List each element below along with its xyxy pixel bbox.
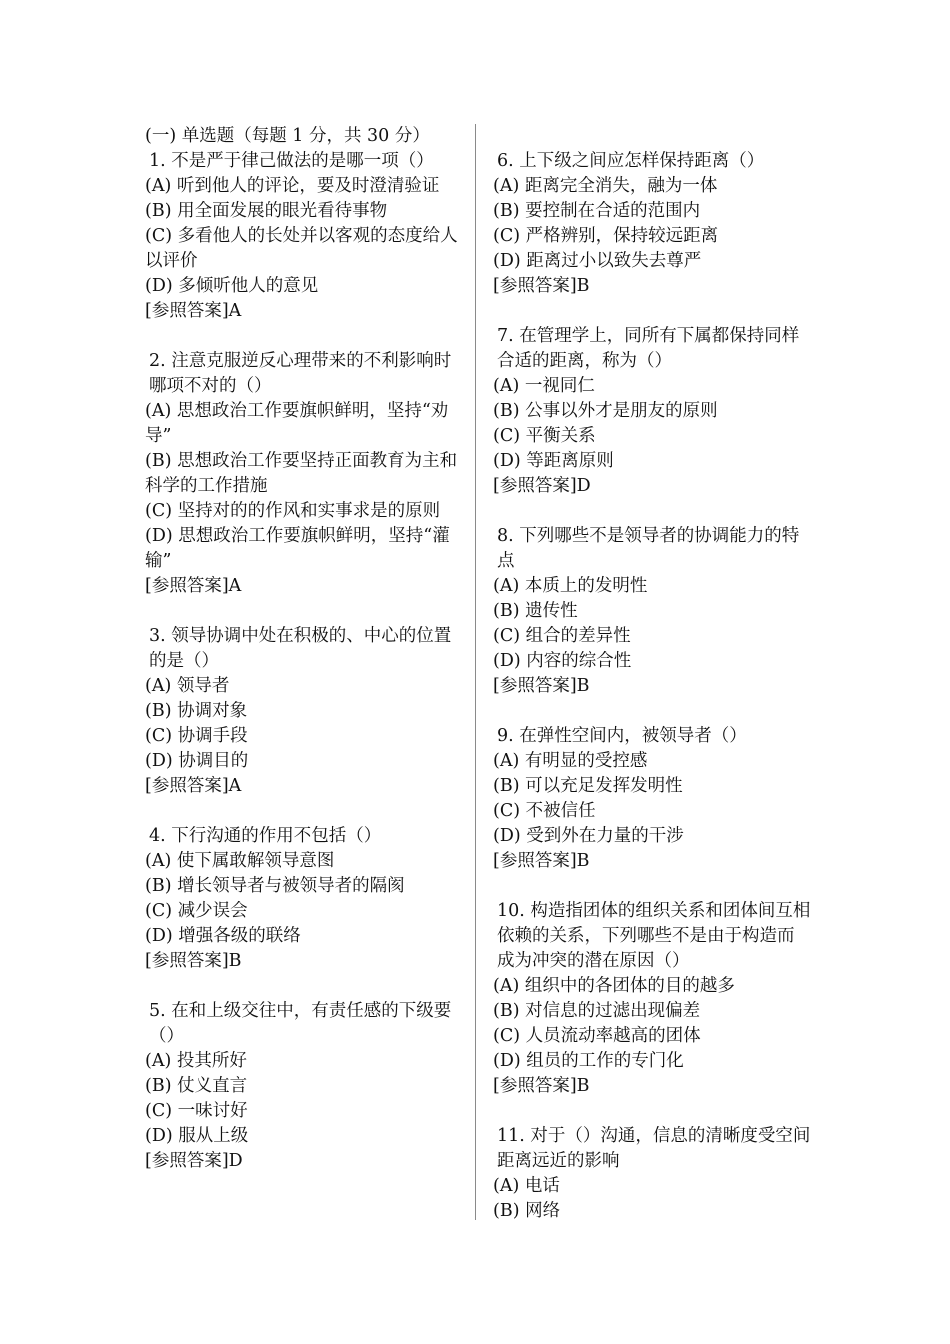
- option-b: (B) 协调对象: [145, 701, 248, 721]
- section-title: (一) 单选题（每题 1 分，共 30 分）: [145, 126, 430, 146]
- option-c: (C) 多看他人的长处并以客观的态度给人以评价: [145, 226, 458, 271]
- option-a: (A) 距离完全消失，融为一体: [493, 176, 718, 196]
- option-d: (D) 组员的工作的专门化: [493, 1051, 684, 1071]
- question-6: [493, 149, 811, 299]
- question-4: [145, 824, 463, 974]
- option-a: (A) 听到他人的评论，要及时澄清验证: [145, 176, 440, 196]
- question-3: [145, 624, 463, 799]
- reference-answer: [参照答案]A: [145, 301, 242, 321]
- question-9: [493, 724, 811, 874]
- question-text: 5. 在和上级交往中，有责任感的下级要（）: [149, 1001, 452, 1046]
- option-c: (C) 人员流动率越高的团体: [493, 1026, 701, 1046]
- option-c: (C) 平衡关系: [493, 426, 596, 446]
- question-10: [493, 899, 811, 1099]
- option-a: (A) 思想政治工作要旗帜鲜明，坚持“劝导”: [145, 401, 449, 446]
- question-text: 7. 在管理学上，同所有下属都保持同样合适的距离，称为（）: [497, 326, 800, 371]
- reference-answer: [参照答案]B: [493, 851, 590, 871]
- option-a: (A) 有明显的受控感: [493, 751, 648, 771]
- question-5: [145, 999, 463, 1174]
- option-a: (A) 使下属敢解领导意图: [145, 851, 335, 871]
- question-7: [493, 324, 811, 499]
- option-b: (B) 可以充足发挥发明性: [493, 776, 683, 796]
- reference-answer: [参照答案]B: [145, 951, 242, 971]
- option-c: (C) 严格辨别，保持较远距离: [493, 226, 719, 246]
- reference-answer: [参照答案]A: [145, 576, 242, 596]
- option-b: (B) 公事以外才是朋友的原则: [493, 401, 718, 421]
- option-d: (D) 受到外在力量的干涉: [493, 826, 684, 846]
- option-a: (A) 投其所好: [145, 1051, 247, 1071]
- option-c: (C) 不被信任: [493, 801, 596, 821]
- option-d: (D) 思想政治工作要旗帜鲜明，坚持“灌输”: [145, 526, 450, 571]
- reference-answer: [参照答案]B: [493, 1076, 590, 1096]
- option-b: (B) 要控制在合适的范围内: [493, 201, 701, 221]
- question-2: [145, 349, 463, 599]
- option-b: (B) 对信息的过滤出现偏差: [493, 1001, 701, 1021]
- option-d: (D) 等距离原则: [493, 451, 614, 471]
- option-a: (A) 本质上的发明性: [493, 576, 648, 596]
- question-text: 9. 在弹性空间内，被领导者（）: [497, 726, 747, 746]
- question-text: 2. 注意克服逆反心理带来的不利影响时哪项不对的（）: [149, 351, 452, 396]
- left-column: [145, 124, 463, 1174]
- reference-answer: [参照答案]D: [145, 1151, 243, 1171]
- reference-answer: [参照答案]B: [493, 676, 590, 696]
- option-c: (C) 坚持对的的作风和实事求是的原则: [145, 501, 441, 521]
- question-text: 6. 上下级之间应怎样保持距离（）: [497, 151, 765, 171]
- option-c: (C) 协调手段: [145, 726, 248, 746]
- option-d: (D) 服从上级: [145, 1126, 249, 1146]
- option-a: (A) 电话: [493, 1176, 560, 1196]
- question-text: 10. 构造指团体的组织关系和团体间互相依赖的关系，下列哪些不是由于构造而成为冲突的潜在原因（）: [497, 901, 811, 971]
- option-b: (B) 用全面发展的眼光看待事物: [145, 201, 388, 221]
- right-column: [493, 124, 811, 1224]
- question-11: [493, 1124, 811, 1224]
- option-a: (A) 组织中的各团体的目的越多: [493, 976, 735, 996]
- option-d: (D) 增强各级的联络: [145, 926, 301, 946]
- reference-answer: [参照答案]B: [493, 276, 590, 296]
- question-8: [493, 524, 811, 699]
- option-a: (A) 领导者: [145, 676, 230, 696]
- option-d: (D) 内容的综合性: [493, 651, 632, 671]
- option-b: (B) 增长领导者与被领导者的隔阂: [145, 876, 405, 896]
- option-c: (C) 组合的差异性: [493, 626, 631, 646]
- option-b: (B) 思想政治工作要坚持正面教育为主和科学的工作措施: [145, 451, 458, 496]
- question-text: 4. 下行沟通的作用不包括（）: [149, 826, 382, 846]
- option-d: (D) 多倾听他人的意见: [145, 276, 319, 296]
- question-text: 11. 对于（）沟通，信息的清晰度受空间距离远近的影响: [497, 1126, 811, 1171]
- option-b: (B) 网络: [493, 1201, 561, 1221]
- option-c: (C) 减少误会: [145, 901, 248, 921]
- option-c: (C) 一味讨好: [145, 1101, 248, 1121]
- option-a: (A) 一视同仁: [493, 376, 595, 396]
- option-b: (B) 仗义直言: [145, 1076, 248, 1096]
- reference-answer: [参照答案]A: [145, 776, 242, 796]
- question-text: 8. 下列哪些不是领导者的协调能力的特点: [497, 526, 800, 571]
- option-d: (D) 协调目的: [145, 751, 249, 771]
- option-b: (B) 遗传性: [493, 601, 578, 621]
- question-text: 3. 领导协调中处在积极的、中心的位置的是（）: [149, 626, 452, 671]
- question-text: 1. 不是严于律己做法的是哪一项（）: [149, 151, 434, 171]
- option-d: (D) 距离过小以致失去尊严: [493, 251, 702, 271]
- question-1: [145, 149, 463, 324]
- column-top-spacer: [493, 124, 811, 149]
- reference-answer: [参照答案]D: [493, 476, 591, 496]
- column-divider: [475, 124, 476, 1220]
